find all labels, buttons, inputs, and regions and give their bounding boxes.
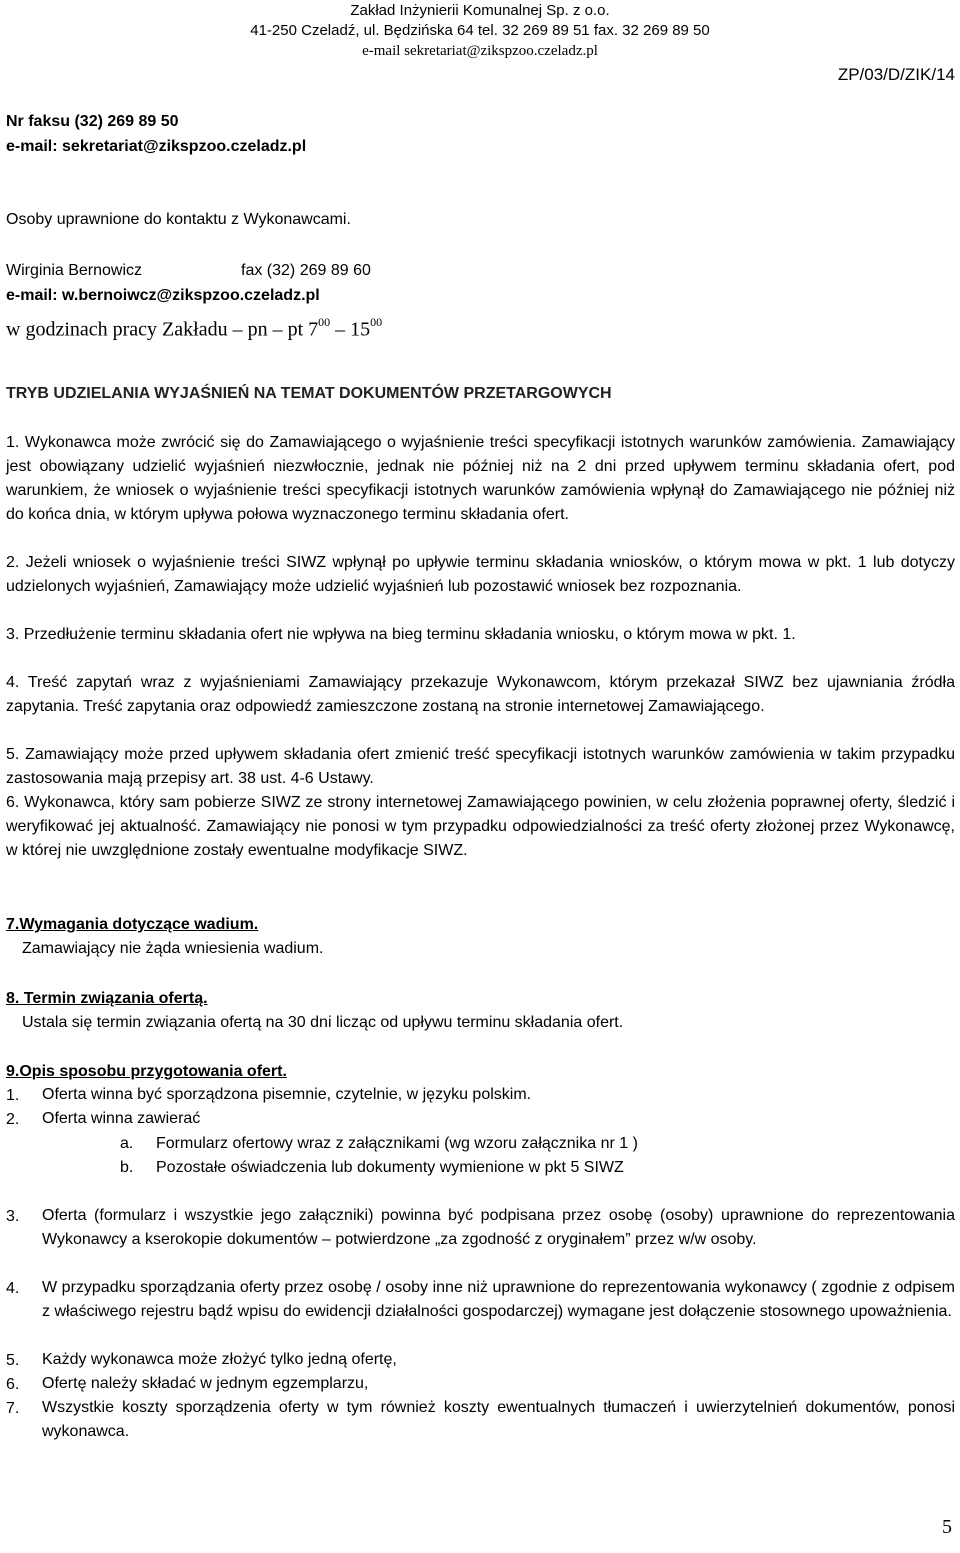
hours-sup: 00 bbox=[370, 315, 383, 329]
section-title-wadium: 7.Wymagania dotyczące wadium. bbox=[6, 916, 259, 933]
hours-sup: 00 bbox=[318, 315, 331, 329]
list-item-number: 2. bbox=[6, 1111, 20, 1128]
list-item: Oferta winna zawierać bbox=[42, 1110, 201, 1127]
hours-text: w godzinach pracy Zakładu bbox=[6, 318, 228, 341]
list-item: W przypadku sporządzania oferty przez osobę / osoby inne niż uprawnione do reprezentowania wykonawcy ( zgodnie z odpisem z właściwego rejestru bądź wpisu do ewidencji działalności gospodarczej) wymagane jest dołączenie stosownego upoważnienia. bbox=[42, 1279, 955, 1320]
list-item: Oferta winna być sporządzona pisemnie, czytelnie, w języku polskim. bbox=[42, 1086, 532, 1103]
list-item-number: 3. bbox=[6, 1208, 20, 1225]
list-item-number: 7. bbox=[6, 1400, 20, 1417]
page-number: 5 bbox=[942, 1516, 952, 1538]
company-name: Zakład Inżynierii Komunalnej Sp. z o.o. bbox=[350, 2, 610, 19]
company-email: e-mail sekretariat@zikspzoo.czeladz.pl bbox=[362, 43, 598, 59]
person-name: Wirginia Bernowicz bbox=[6, 262, 143, 279]
contact-email: e-mail: sekretariat@zikspzoo.czeladz.pl bbox=[6, 138, 307, 155]
hours-end: 15 bbox=[350, 318, 371, 341]
company-address: 41-250 Czeladź, ul. Będzińska 64 tel. 32 269 89 51 fax. 32 269 89 50 bbox=[250, 22, 710, 39]
hours-dash: – bbox=[335, 318, 346, 341]
sub-item: Formularz ofertowy wraz z załącznikami (wg wzoru załącznika nr 1 ) bbox=[156, 1135, 638, 1152]
wadium-text: Zamawiający nie żąda wniesienia wadium. bbox=[22, 940, 324, 957]
tryb-paragraph-6: 6. Wykonawca, który sam pobierze SIWZ ze strony internetowej Zamawiającego powinien, w celu złożenia poprawnej oferty, śledzić i weryfikować jej aktualność. Zamawiający nie ponosi w tym przypadku odpowiedzialności za treść oferty złożonej przez Wykonawcę, w której nie uwzględnione zostały ewentualne modyfikacje SIWZ. bbox=[6, 794, 955, 859]
list-item: Wszystkie koszty sporządzenia oferty w tym również koszty ewentualnych tłumaczeń i uwierzytelnień dokumentów, ponosi wykonawca. bbox=[42, 1399, 955, 1440]
list-item-number: 4. bbox=[6, 1280, 20, 1297]
list-item: Ofertę należy składać w jednym egzemplarzu, bbox=[42, 1375, 369, 1392]
list-item-number: 6. bbox=[6, 1376, 20, 1393]
section-title-tryb: TRYB UDZIELANIA WYJAŚNIEŃ NA TEMAT DOKUMENTÓW PRZETARGOWYCH bbox=[6, 385, 612, 402]
document-code: ZP/03/D/ZIK/14 bbox=[837, 65, 955, 84]
tryb-paragraph-3: 3. Przedłużenie terminu składania ofert nie wpływa na bieg terminu składania wniosku, o którym mowa w pkt. 1. bbox=[6, 626, 796, 643]
hours-dash: – bbox=[232, 318, 243, 341]
tryb-paragraph-5: 5. Zamawiający może przed upływem składania ofert zmienić treść specyfikacji istotnych warunków zamówienia w takim przypadku zastosowania mają przepisy art. 38 ust. 4-6 Ustawy. bbox=[6, 746, 955, 787]
tryb-paragraph-2: 2. Jeżeli wniosek o wyjaśnienie treści SIWZ wpłynął po upływie terminu składania wniosków, o którym mowa w pkt. 1 lub dotyczy udzielonych wyjaśnień, Zamawiający może udzielić wyjaśnień lub pozostawić wniosek bez rozpoznania. bbox=[6, 554, 955, 595]
tryb-paragraph-1: 1. Wykonawca może zwrócić się do Zamawiającego o wyjaśnienie treści specyfikacji istotnych warunków zamówienia. Zamawiający jest obowiązany udzielić wyjaśnień niezwłocznie, jednak nie później niż na 2 dni przed upływem terminu składania ofert, pod warunkiem, że wniosek o wyjaśnienie treści specyfikacji istotnych warunków zamówienia wpłynął do Zamawiającego nie później niż do końca dnia, w którym upływa połowa wyznaczonego terminu składania ofert. bbox=[6, 434, 955, 523]
person-fax: fax (32) 269 89 60 bbox=[241, 262, 371, 279]
fax-number: Nr faksu (32) 269 89 50 bbox=[6, 113, 179, 130]
sub-item-letter: b. bbox=[120, 1159, 134, 1176]
working-hours bbox=[6, 311, 382, 343]
contact-persons-title: Osoby uprawnione do kontaktu z Wykonawcami. bbox=[6, 211, 351, 228]
sub-item-letter: a. bbox=[120, 1135, 134, 1152]
list-item-number: 1. bbox=[6, 1087, 20, 1104]
termin-text: Ustala się termin związania ofertą na 30 dni licząc od upływu terminu składania ofert. bbox=[22, 1014, 624, 1031]
list-item-number: 5. bbox=[6, 1352, 20, 1369]
list-item: Każdy wykonawca może złożyć tylko jedną ofertę, bbox=[42, 1351, 397, 1368]
section-title-opis: 9.Opis sposobu przygotowania ofert. bbox=[6, 1063, 287, 1080]
hours-from-day: pn bbox=[247, 318, 268, 341]
person-email: e-mail: w.bernoiwcz@zikspzoo.czeladz.pl bbox=[6, 287, 320, 304]
tryb-paragraph-4: 4. Treść zapytań wraz z wyjaśnieniami Zamawiający przekazuje Wykonawcom, którym przekazał SIWZ bez ujawniania źródła zapytania. Treść zapytania oraz odpowiedź zamieszczone zostaną na stronie internetowej Zamawiającego. bbox=[6, 674, 955, 715]
hours-to-day: pt 7 bbox=[287, 318, 319, 341]
hours-dash: – bbox=[272, 318, 283, 341]
list-item: Oferta (formularz i wszystkie jego załączniki) powinna być podpisana przez osobę (osoby) uprawnione do reprezentowania Wykonawcy a kserokopie dokumentów – potwierdzone „za zgodność z oryginałem” przez w/w osoby. bbox=[42, 1207, 955, 1248]
sub-item: Pozostałe oświadczenia lub dokumenty wymienione w pkt 5 SIWZ bbox=[156, 1159, 624, 1176]
section-title-termin: 8. Termin związania ofertą. bbox=[6, 990, 208, 1007]
